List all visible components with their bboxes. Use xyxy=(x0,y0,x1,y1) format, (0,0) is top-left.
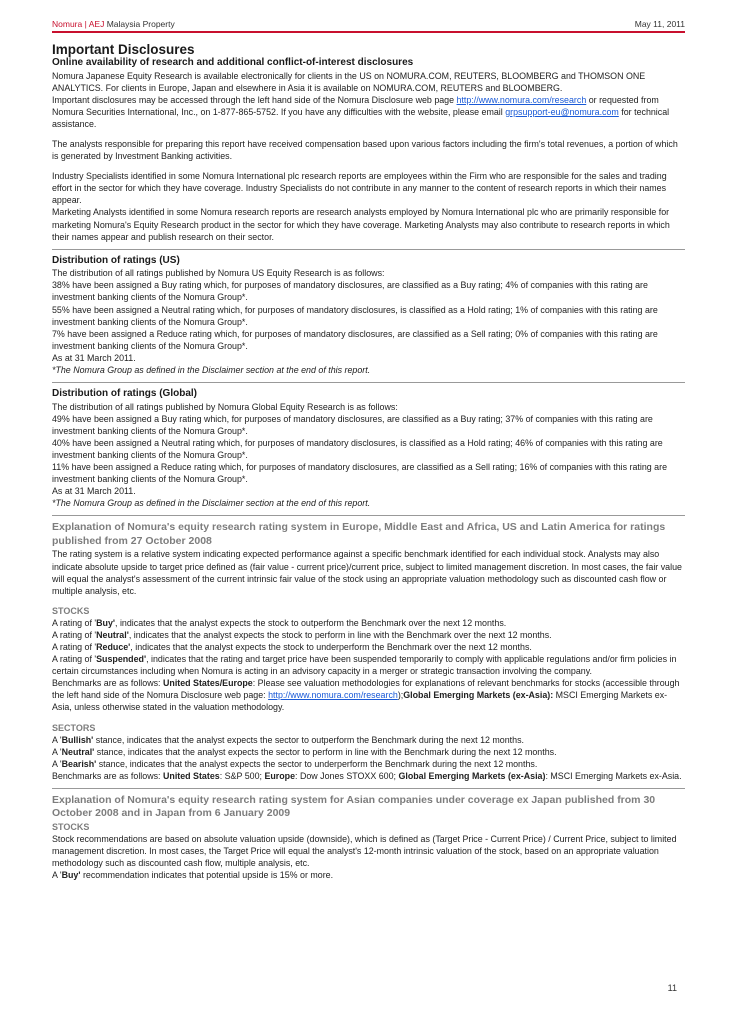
asia-buy-prefix: A ' xyxy=(52,870,62,881)
rating-reduce-prefix: A rating of ' xyxy=(52,641,97,652)
header-rule xyxy=(52,31,685,33)
us-note xyxy=(52,364,685,376)
sb-gem: Global Emerging Markets (ex-Asia) xyxy=(398,770,546,781)
us-ratings-heading: Distribution of ratings (US) xyxy=(52,254,180,266)
global-as-at: As at 31 March 2011. xyxy=(52,486,136,497)
rating-reduce-term: Reduce' xyxy=(96,641,131,652)
section-divider xyxy=(52,382,685,383)
header-topic: Malaysia Property xyxy=(106,19,175,29)
online-paragraph-1: Nomura Japanese Equity Research is available electronically for clients in the US on NOMURA.COM, REUTERS, BLOOMBERG and THOMSON ONE ANALYTICS. For clients in Europe, Japan and elsewhere in Asia it is available on NOMURA.COM, REUTERS and BLOOMBERG. xyxy=(52,70,646,93)
rating-buy-line xyxy=(52,617,685,629)
global-buy: 49% have been assigned a Buy rating which, for purposes of mandatory disclosures, are classified as a Buy rating; 37% of companies with this rating are investment banking clients of the Nomura Group*. xyxy=(52,413,653,436)
disclosure-link[interactable]: http://www.nomura.com/research xyxy=(456,94,587,105)
page-number: 11 xyxy=(667,983,677,993)
emea-stocks-heading: STOCKS xyxy=(52,605,90,616)
us-intro: The distribution of all ratings published by Nomura US Equity Research is as follows: xyxy=(52,268,385,279)
stance-bearish-term: Bearish' xyxy=(61,758,97,769)
emea-sectors-heading: SECTORS xyxy=(52,722,96,733)
asia-stocks-heading: STOCKS xyxy=(52,821,90,832)
asia-buy-line xyxy=(52,869,685,881)
disclosures-content xyxy=(52,42,685,881)
rating-buy-prefix: A rating of ' xyxy=(52,617,97,628)
us-sell: 7% have been assigned a Reduce rating which, for purposes of mandatory disclosures, are classified as a Sell rating; 0% of companies with this rating are investment banking clients of the Nomura Group*. xyxy=(52,328,658,351)
stance-neutral-term: Neutral' xyxy=(61,746,95,757)
rating-suspended-desc: , indicates that the rating and target price have been suspended temporarily to comply with applicable regulations and/or firm policies in certain circumstances including when Nomura is acting in an advisory capacity in a merger or strategic transaction involving the company. xyxy=(52,654,677,677)
page-title: Important Disclosures xyxy=(52,42,195,57)
stance-bearish-line xyxy=(52,758,685,770)
global-sell: 11% have been assigned a Reduce rating which, for purposes of mandatory disclosures, are classified as a Sell rating; 16% of companies with this rating are investment banking clients of the Nomura Group*. xyxy=(52,462,668,485)
header-brand: Nomura xyxy=(52,19,83,29)
us-hold: 55% have been assigned a Neutral rating which, for purposes of mandatory disclosures, is classified as a Hold rating; 1% of companies with this rating are investment banking clients of the Nomura Group*. xyxy=(52,304,658,327)
us-as-at: As at 31 March 2011. xyxy=(52,352,136,363)
rating-neutral-desc: , indicates that the analyst expects the stock to perform in line with the Benchmark over the next 12 months. xyxy=(128,629,552,640)
stance-bullish-term: Bullish' xyxy=(61,734,94,745)
bench-close: ); xyxy=(397,690,404,701)
section-divider xyxy=(52,788,685,789)
stock-benchmarks-line xyxy=(52,677,685,713)
asia-rating-heading: Explanation of Nomura's equity research rating system for Asian companies under coverage ex Japan published from 30 October 2008 and in Japan from 6 January 2009 xyxy=(52,793,656,820)
section-divider xyxy=(52,515,685,516)
asia-buy-desc: recommendation indicates that potential upside is 15% or more. xyxy=(80,870,334,881)
header-division: AEJ xyxy=(88,19,105,29)
us-note-text: *The Nomura Group as defined in the Disclaimer section at the end of this report. xyxy=(52,364,371,375)
stance-bullish-desc: stance, indicates that the analyst expects the sector to outperform the Benchmark during the next 12 months. xyxy=(93,734,524,745)
stance-neutral-prefix: A ' xyxy=(52,746,62,757)
bench-us-europe: United States/Europe xyxy=(162,678,253,689)
global-ratings-heading: Distribution of ratings (Global) xyxy=(52,388,197,400)
stance-bearish-prefix: A ' xyxy=(52,758,62,769)
sb-us-index: : S&P 500; xyxy=(219,770,265,781)
sb-europe: Europe xyxy=(264,770,296,781)
support-email-link[interactable]: grpsupport-eu@nomura.com xyxy=(505,106,619,117)
rating-neutral-line xyxy=(52,629,685,641)
marketing-analysts-paragraph: Marketing Analysts identified in some Nomura research reports are research analysts employed by Nomura International plc who are primarily responsible for marketing Nomura's Equity Research product in the sector for which they have coverage. Marketing Analysts may also contribute to research reports in which their names appear and publish research on their sector. xyxy=(52,207,670,242)
rating-reduce-desc: , indicates that the analyst expects the stock to underperform the Benchmark over the next 12 months. xyxy=(130,641,532,652)
emea-rating-heading: Explanation of Nomura's equity research rating system in Europe, Middle East and Africa, US and Latin America for ratings published from 27 October 2008 xyxy=(52,521,666,547)
online-p2-text-b: or requested from Nomura Securities International, Inc., on 1-877-865-5752. If you have any difficulties with the website, please email xyxy=(52,94,659,117)
section-divider xyxy=(52,249,685,250)
stance-neutral-desc: stance, indicates that the analyst expects the sector to perform in line with the Benchmark during the next 12 months. xyxy=(94,746,557,757)
stance-bullish-line xyxy=(52,734,685,746)
online-heading: Online availability of research and additional conflict-of-interest disclosures xyxy=(52,57,414,68)
bench-gem: Global Emerging Markets (ex-Asia): xyxy=(403,690,554,701)
emea-rating-paragraph: The rating system is a relative system indicating expected performance against a specific benchmark identified for each individual stock. Analysts may also indicate absolute upside to target price defined as (fair value - current price)/current price, subject to limited management discretion. In most cases, the fair value will equal the analyst's assessment of the current intrinsic fair value of the stock using an appropriate valuation methodology such as discounted cash flow or multiple analysis, etc. xyxy=(52,549,682,596)
rating-buy-term: Buy' xyxy=(96,617,116,628)
online-paragraph-2 xyxy=(52,94,685,130)
online-p2-text-a: Important disclosures may be accessed through the left hand side of the Nomura Disclosure web page xyxy=(52,94,457,105)
specialists-paragraph: Industry Specialists identified in some Nomura International plc research reports are employees within the Firm who are responsible for the sales and trading effort in the sector for which they have coverage. Industry Specialists do not contribute in any manner to the content of research reports in which their names appear. xyxy=(52,171,667,206)
header-separator: | xyxy=(84,19,87,29)
stance-neutral-line xyxy=(52,746,685,758)
asia-stocks-paragraph: Stock recommendations are based on absolute valuation upside (downside), which is defined as (Target Price - Current Price) / Current Price, subject to limited management discretion. In most cases, the Target Price will equal the analyst's 12-month intrinsic valuation of the stock, based on an appropriate valuation methodology such as discounted cash flow, multiple analysis, etc. xyxy=(52,833,677,869)
rating-suspended-line xyxy=(52,653,685,677)
sb-europe-index: : Dow Jones STOXX 600; xyxy=(295,770,399,781)
rating-neutral-term: Neutral' xyxy=(96,629,129,640)
us-buy: 38% have been assigned a Buy rating which, for purposes of mandatory disclosures, are classified as a Buy rating; 4% of companies with this rating are investment banking clients of the Nomura Group*. xyxy=(52,280,648,303)
header-date: May 11, 2011 xyxy=(634,19,685,29)
stance-bullish-prefix: A ' xyxy=(52,734,62,745)
bench-prefix: Benchmarks are as follows: xyxy=(52,678,163,689)
bench-text: : Please see valuation methodologies for explanations of relevant benchmarks for stocks (accessible through the left hand side of the Nomura Disclosure web page: xyxy=(52,678,680,701)
benchmark-disclosure-link[interactable]: http://www.nomura.com/research xyxy=(268,690,398,701)
rating-buy-desc: , indicates that the analyst expects the stock to outperform the Benchmark over the next 12 months. xyxy=(115,617,507,628)
global-intro: The distribution of all ratings published by Nomura Global Equity Research is as follows: xyxy=(52,401,398,412)
global-note xyxy=(52,497,685,509)
stance-bearish-desc: stance, indicates that the analyst expects the sector to underperform the Benchmark during the next 12 months. xyxy=(96,758,538,769)
global-hold: 40% have been assigned a Neutral rating which, for purposes of mandatory disclosures, is classified as a Hold rating; 46% of companies with this rating are investment banking clients of the Nomura Group*. xyxy=(52,437,663,460)
rating-suspended-prefix: A rating of ' xyxy=(52,654,97,665)
rating-neutral-prefix: A rating of ' xyxy=(52,629,97,640)
rating-suspended-term: Suspended' xyxy=(96,654,147,665)
sb-us: United States xyxy=(162,770,220,781)
sb-gem-index: : MSCI Emerging Markets ex-Asia. xyxy=(545,770,682,781)
sector-benchmarks-line xyxy=(52,770,685,782)
global-note-text: *The Nomura Group as defined in the Disclaimer section at the end of this report. xyxy=(52,498,371,509)
bench-gem-desc: MSCI Emerging Markets ex-Asia, unless otherwise stated in the valuation methodology. xyxy=(52,690,668,713)
sb-prefix: Benchmarks are as follows: xyxy=(52,770,163,781)
analysts-paragraph: The analysts responsible for preparing this report have received compensation based upon various factors including the firm's total revenues, a portion of which is generated by Investment Banking activities. xyxy=(52,138,678,162)
rating-reduce-line xyxy=(52,641,685,653)
online-p2-text-c: for technical assistance. xyxy=(52,106,670,129)
running-header xyxy=(52,19,685,29)
asia-buy-term: Buy' xyxy=(61,870,81,881)
